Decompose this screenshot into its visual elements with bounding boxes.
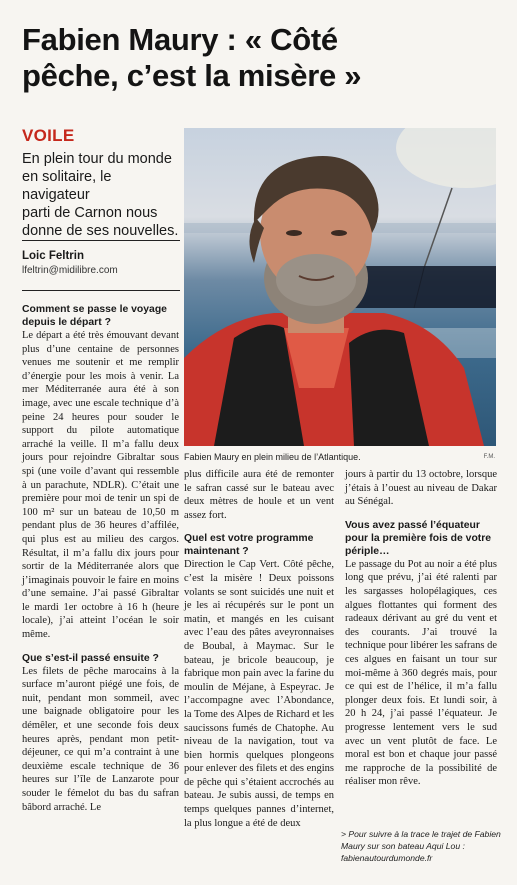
interview-answer: plus difficile aura été de remonter le safran cassé sur le bateau avec deux mètres de houle et un vent assez fort. xyxy=(184,469,334,521)
rubric-label: VOILE xyxy=(22,126,75,145)
article-column-2 xyxy=(184,468,334,830)
photo-credit: F.M. xyxy=(483,454,495,460)
sailor-illustration xyxy=(184,128,496,446)
headline: Fabien Maury : « Côté pêche, c’est la misère » xyxy=(22,22,362,93)
divider xyxy=(22,240,180,241)
author-email: lfeltrin@midilibre.com xyxy=(22,265,118,276)
interview-question: Comment se passe le voyage depuis le départ ? xyxy=(22,304,167,328)
sailor-photo xyxy=(184,128,496,446)
interview-answer: Le passage du Pot au noir a été plus long que prévu, j’ai été ralenti par les sargasses holopélagiques, ces algues flottantes qui forment des radeaux dérivant au gré du vent et des courants. J’ai trouvé la technique pour libérer les safrans de ces algues en faisant un tour sur moi-même à 360 degrés mais, pour ce qui est de l’hélice, il m’a fallu plonger deux fois. Et lundi soir, à 20 h 24, j’ai passé l’équateur. Je progresse lentement vers le sud avec un vent plutôt de face. Le moral est bon et chaque jour passé me rapproche de la possibilité de réaliser mon rêve. xyxy=(345,558,497,788)
interview-answer: Le départ a été très émouvant devant plus d’une centaine de personnes venues me soutenir et me remplir d’énergie pour les mois à venir. La mer Méditerranée aura été à son image, avec une escale technique d’à peine 24 heures pour souder le support du pilote automatique arraché la veille. Il m’a fallu deux jours pour rejoindre Gibraltar sous spi (une voile d’avant qui ressemble à un parachute, NDLR). C’était une première pour moi de tenir un spi de 100 m² sur un bateau de 10,50 m pendant plus de 36 heures d’affilée, qui plus est au milieu des cargos. Résultat, il m’a fallu dix jours pour sortir de la Méditerranée alors que j’imaginais pouvoir le faire en moins d’une semaine. J’ai passé Gibraltar le mardi 1er octobre à 16 h (heure locale), j’ai atteint l’océan le soir même. xyxy=(22,330,179,641)
interview-answer: Les filets de pêche marocains à la surface m’auront piégé une fois, de nuit, pendant mon sommeil, avec une baignade obligatoire pour les démêler, et une seconde fois deux heures après, pendant mon petit-déjeuner, ce qui m’a contraint à une deuxième escale technique de 36 heures sur l’île de Lanzarote pour souder le fémelot du bas du safran bâbord arraché. Le xyxy=(22,665,179,813)
interview-question: Que s’est-il passé ensuite ? xyxy=(22,652,159,664)
photo-caption: Fabien Maury en plein milieu de l’Atlantique. xyxy=(184,452,361,462)
interview-answer: Direction le Cap Vert. Côté pêche, c’est la misère ! Deux poissons volants se sont suicidés une nuit et je les ai récupérés sur le pont un matin, et mangés en les cuisant avec l’eau des pâtes aveyronnaises de Boubal, à Maymac. Sur le bateau, je bricole beaucoup, je fabrique mon pain avec la farine du moulin de Méjane, à Espeyrac. Je l’accompagne avec l’Abondance, la Tome des Alpes de Richard et les saucissons fumés de Chatophe. Au niveau de la navigation, tout va bien hormis quelques plongeons pour enlever des filets et des engins de pêche qui s’étaient accrochés au bateau. Je subis aussi, de temps en temps quelques pannes d’internet, la plus longue a été de deux xyxy=(184,559,334,829)
standfirst: En plein tour du monde en solitaire, le navigateur parti de Carnon nous donne de ses nouvelles. xyxy=(22,151,179,239)
interview-question: Vous avez passé l’équateur pour la première fois de votre périple… xyxy=(345,519,492,557)
author-name: Loic Feltrin xyxy=(22,250,84,262)
divider xyxy=(22,290,180,291)
interview-question: Quel est votre programme maintenant ? xyxy=(184,533,314,558)
interview-answer: jours à partir du 13 octobre, lorsque j’étais à l’ouest au niveau de Dakar au Sénégal. xyxy=(345,469,497,508)
article-column-3 xyxy=(345,468,497,789)
article-column-1 xyxy=(22,303,179,814)
follow-note: > Pour suivre à la trace le trajet de Fabien Maury sur son bateau Aqui Lou : fabienautourdumonde.fr xyxy=(341,829,501,863)
